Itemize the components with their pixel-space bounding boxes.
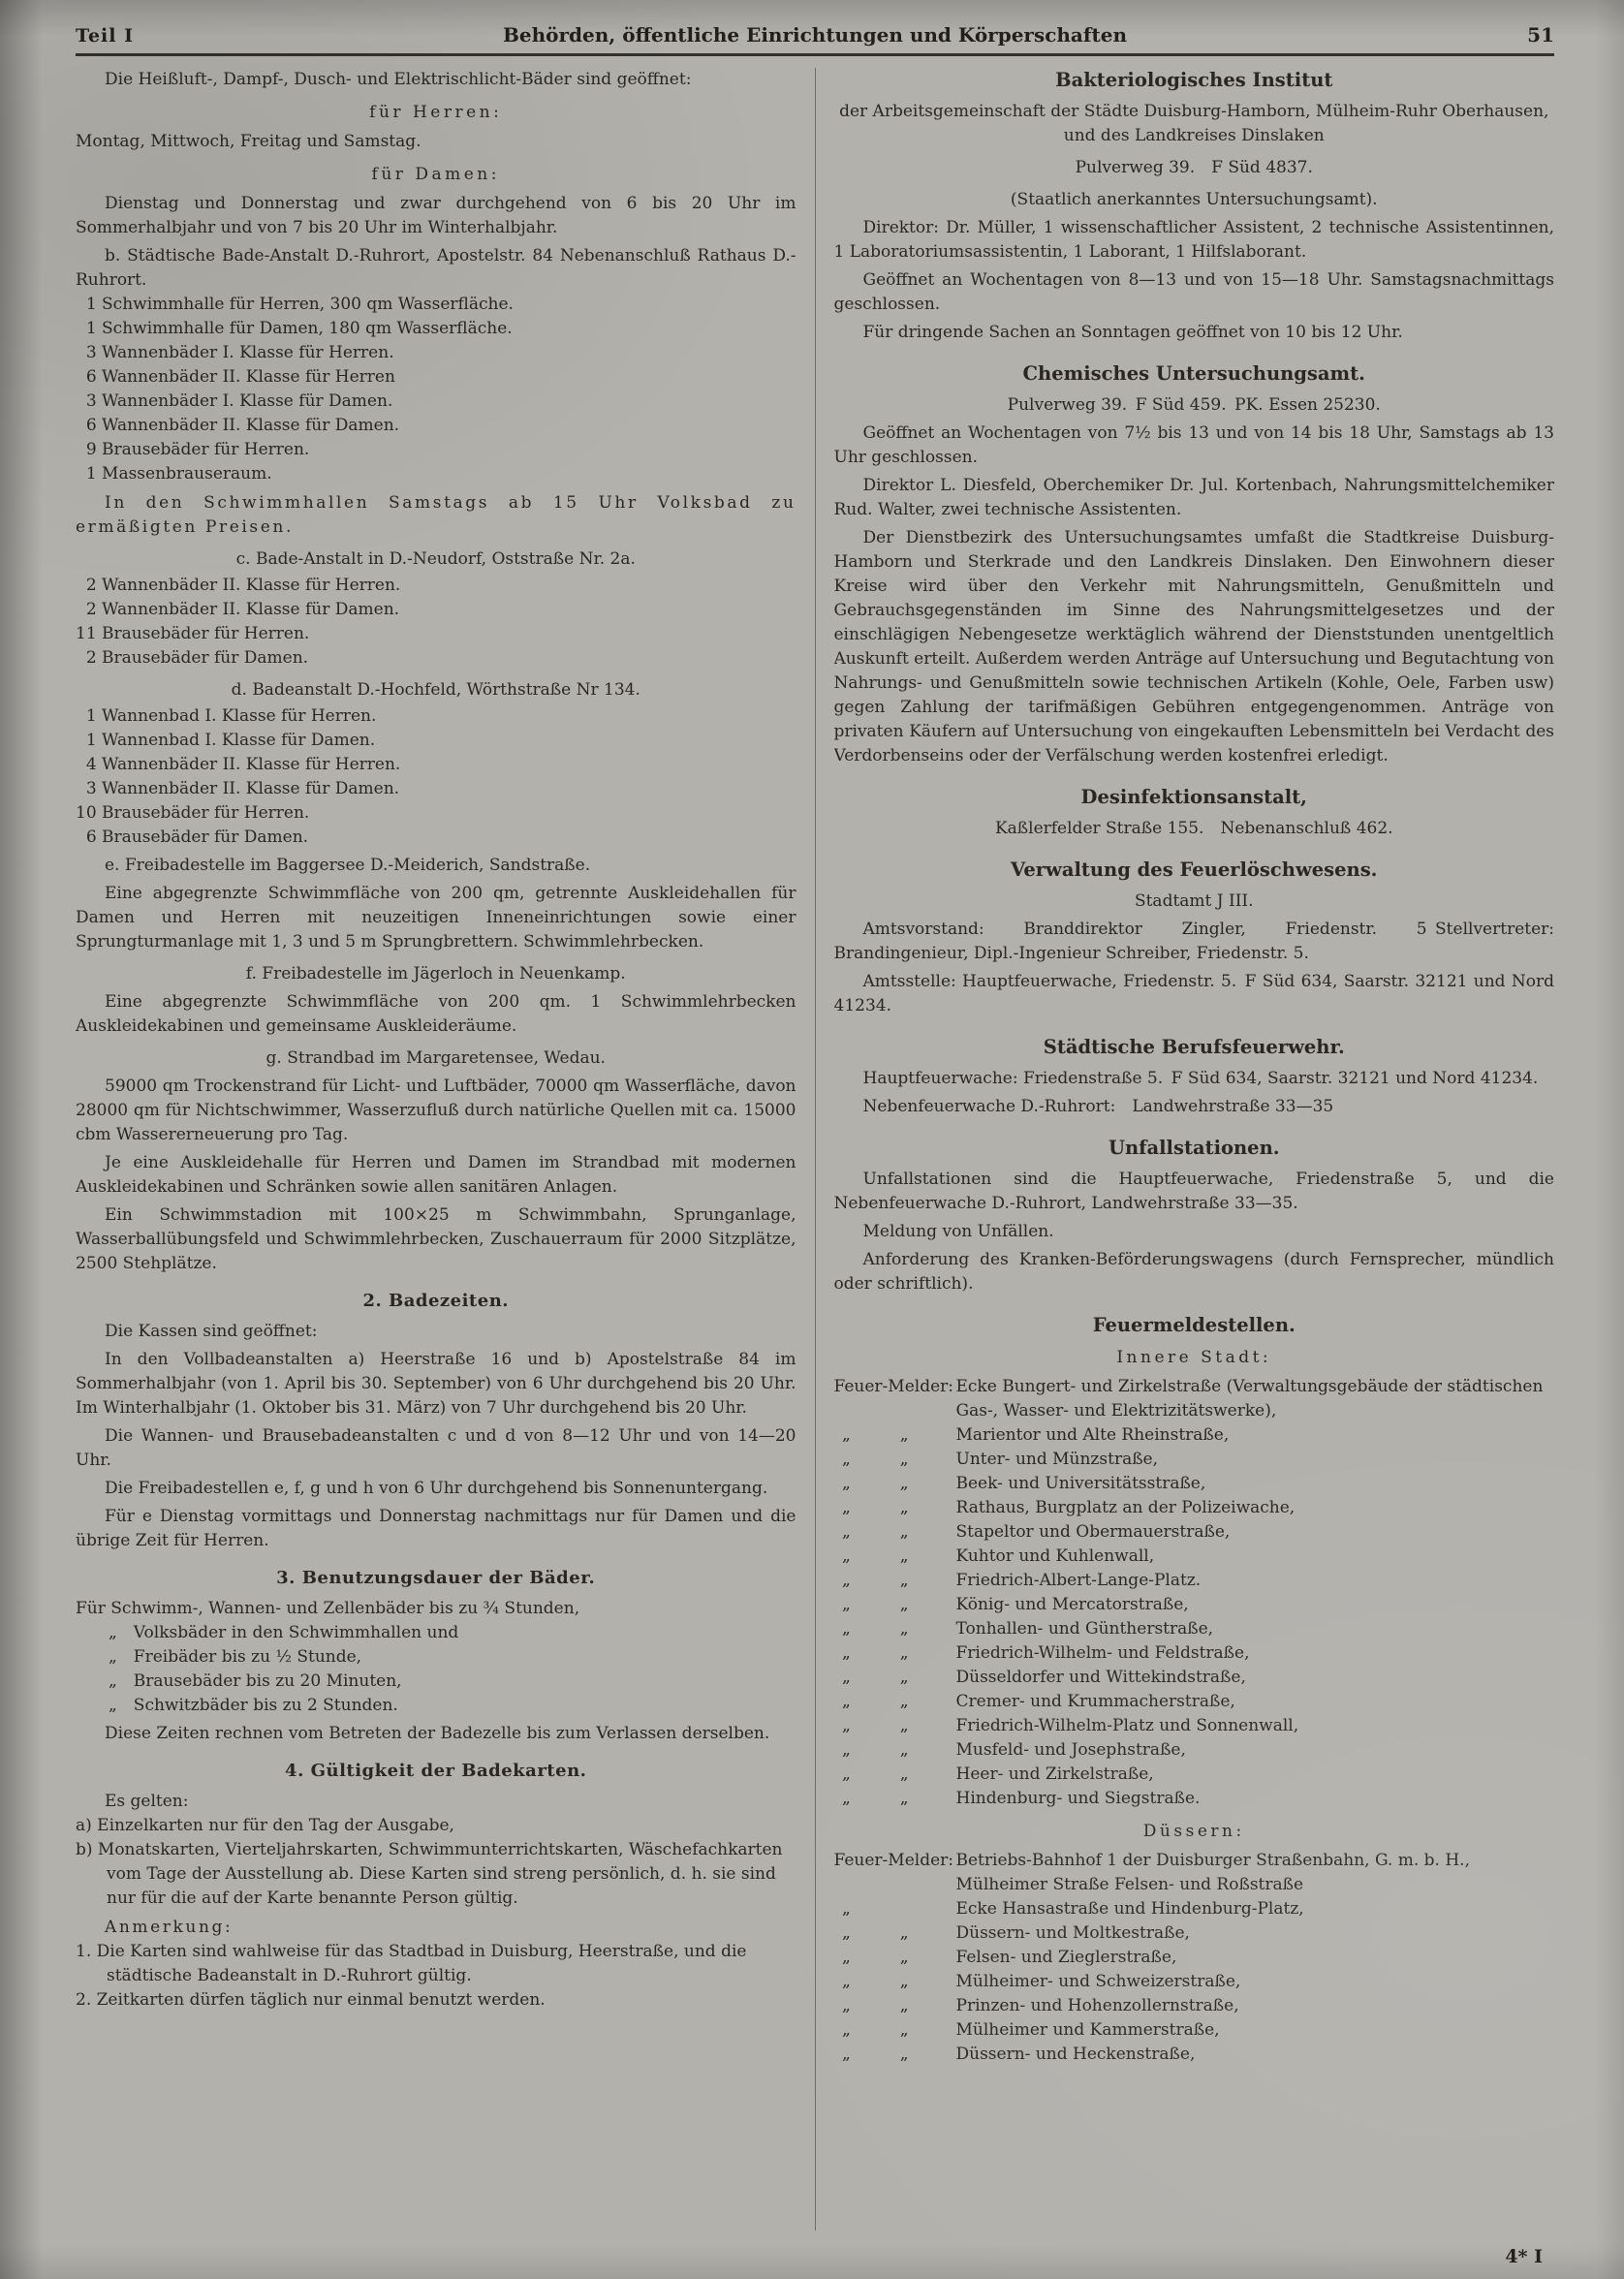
- row-text: Düssern- und Moltkestraße,: [955, 1923, 1190, 1943]
- fire-alarm-row: [834, 1666, 1555, 1690]
- spaced-text: In den Schwimmhallen Samstags ab 15 Uhr Volksbad zu ermäßigten Preisen.: [76, 493, 796, 537]
- entry-d-heading: d. Badeanstalt D.-Hochfeld, Wörthstraße Nr 134.: [231, 680, 640, 700]
- row-text: Cremer- und Krummacherstraße,: [955, 1692, 1235, 1711]
- row-lead: „ „: [833, 1498, 909, 1517]
- centered-line: (Staatlich anerkanntes Untersuchungsamt).: [1010, 190, 1378, 209]
- fire-alarm-row: [834, 1593, 1555, 1617]
- row-lead: Feuer-Melder:: [833, 1851, 954, 1870]
- spaced-text: Anmerkung:: [105, 1918, 234, 1937]
- list-item: 6 Brausebäder für Damen.: [76, 827, 309, 847]
- list-item: 9 Brausebäder für Herren.: [76, 440, 310, 459]
- centered-line: der Arbeitsgemeinschaft der Städte Duisburg-Hamborn, Mülheim-Ruhr Oberhausen, und des Landkreises Dinslaken: [839, 102, 1549, 145]
- paragraph: Die Heißluft-, Dampf-, Dusch- und Elektrischlicht-Bäder sind geöffnet:: [105, 70, 692, 89]
- paragraph: Nebenfeuerwache D.-Ruhrort: Landwehrstraße 33—35: [862, 1097, 1334, 1116]
- row-lead: „ „: [833, 1546, 909, 1566]
- part-label: Teil I: [76, 25, 134, 47]
- right-column: [834, 68, 1555, 2231]
- row-text: Musfeld- und Josephstraße,: [955, 1740, 1186, 1760]
- paragraph: Die Kassen sind geöffnet:: [105, 1322, 318, 1341]
- fire-alarm-row: [834, 1921, 1555, 1946]
- paragraph: Geöffnet an Wochentagen von 8—13 und von 15—18 Uhr. Samstagsnachmittags geschlossen.: [833, 270, 1554, 314]
- row-text: Mülheimer und Kammerstraße,: [955, 2020, 1220, 2040]
- paragraph: Hauptfeuerwache: Friedenstraße 5. F Süd 634, Saarstr. 32121 und Nord 41234.: [862, 1069, 1539, 1088]
- fire-alarm-row: [834, 1897, 1555, 1921]
- list-item: 1 Wannenbad I. Klasse für Damen.: [76, 731, 376, 750]
- row-lead: „ „: [833, 1595, 909, 1614]
- row-text: Beek- und Universitätsstraße,: [955, 1474, 1206, 1493]
- paragraph: Die Wannen- und Brausebadeanstalten c und d von 8—12 Uhr und von 14—20 Uhr.: [76, 1426, 796, 1470]
- page-number: 51: [1527, 23, 1554, 47]
- row-lead: Feuer-Melder:: [833, 1377, 954, 1396]
- content-columns: [76, 68, 1554, 2231]
- unfallstationen-heading: Unfallstationen.: [1108, 1137, 1280, 1159]
- list-item: 1 Wannenbad I. Klasse für Herren.: [76, 706, 377, 726]
- row-text: Mülheimer- und Schweizerstraße,: [955, 1972, 1241, 1991]
- fire-alarm-row: [834, 1496, 1555, 1520]
- row-text: Unter- und Münzstraße,: [955, 1450, 1159, 1469]
- badezeiten-heading: 2. Badezeiten.: [362, 1291, 510, 1311]
- centered-line: Pulverweg 39. F Süd 4837.: [1075, 158, 1313, 177]
- row-lead: „ „: [833, 1522, 909, 1542]
- paragraph: Der Dienstbezirk des Untersuchungsamtes umfaßt die Stadtkreise Duisburg-Hamborn und Sterkrade und den Landkreis Dinslaken. Den Einwohnern dieser Kreise wird über den Verkehr mit Nahrungsmitteln, Genußmitteln und Gebrauchsgegenständen im Sinne des Nahrungsmittelgesetzes und der einschlägigen Nebengesetze werktäglich während der Dienststunden unentgeltlich Auskunft erteilt. Außerdem werden Anträge auf Untersuchung und Begutachtung von Nahrungs- und Genußmitteln sowie technischen Artikeln (Kohle, Oele, Farben usw) gegen Zahlung der tarifmäßigen Gebühren entgegengenommen. Anträge von privaten Käufern auf Untersuchung von eingekauften Lebensmitteln bei Verdacht des Verdorbenseins oder der Verfälschung werden kostenfrei erledigt.: [833, 528, 1554, 765]
- row-text: Düsseldorfer und Wittekindstraße,: [955, 1668, 1246, 1687]
- list-item: 1 Schwimmhalle für Damen, 180 qm Wasserfläche.: [76, 319, 513, 338]
- row-text: Friedrich-Wilhelm- und Feldstraße,: [955, 1643, 1250, 1663]
- centered-line: Stadtamt J III.: [1134, 891, 1254, 911]
- fire-alarm-row: [834, 1763, 1555, 1787]
- fire-alarm-row: [834, 2018, 1555, 2043]
- list-item: 11 Brausebäder für Herren.: [76, 624, 310, 643]
- paragraph: Meldung von Unfällen.: [862, 1222, 1054, 1241]
- fire-alarm-row: [834, 1520, 1555, 1545]
- row-lead: „ „: [833, 1668, 909, 1687]
- centered-line: Pulverweg 39. F Süd 459. PK. Essen 25230.: [1007, 395, 1381, 415]
- row-text: Kuhtor und Kuhlenwall,: [955, 1546, 1155, 1566]
- fire-alarm-row: [834, 1946, 1555, 1970]
- list-item: a) Einzelkarten nur für den Tag der Ausgabe,: [76, 1816, 454, 1835]
- fire-alarm-row: [834, 1641, 1555, 1666]
- row-lead: „ „: [833, 1692, 909, 1711]
- list-item: „ Brausebäder bis zu 20 Minuten,: [109, 1671, 402, 1691]
- list-item: 6 Wannenbäder II. Klasse für Herren: [76, 367, 395, 387]
- sub-heading: für Herren:: [369, 103, 503, 122]
- centered-line: Kaßlerfelder Straße 155. Nebenanschluß 462.: [994, 819, 1393, 838]
- list-item: 3 Wannenbäder I. Klasse für Damen.: [76, 391, 393, 411]
- fire-alarm-row: [834, 2043, 1555, 2067]
- berufsfeuerwehr-heading: Städtische Berufsfeuerwehr.: [1043, 1036, 1345, 1058]
- bakteriologisches-institut-heading: Bakteriologisches Institut: [1055, 69, 1333, 91]
- row-text: Heer- und Zirkelstraße,: [955, 1764, 1154, 1784]
- paragraph: Eine abgegrenzte Schwimmfläche von 200 qm, getrennte Auskleidehallen für Damen und Herren mit neuzeitigen Inneneinrichtungen sowie einer Sprungturmanlage mit 1, 3 und 5 m Sprungbrettern. Schwimmlehrbecken.: [76, 884, 796, 952]
- paragraph: Je eine Auskleidehalle für Herren und Damen im Strandbad mit modernen Auskleidekabinen und Schränken sowie allen sanitären Anlagen.: [76, 1153, 796, 1197]
- row-lead: „ „: [833, 1740, 909, 1760]
- list-item: 6 Wannenbäder II. Klasse für Damen.: [76, 416, 400, 435]
- paragraph: Die Freibadestellen e, f, g und h von 6 Uhr durchgehend bis Sonnenuntergang.: [105, 1479, 768, 1498]
- paragraph: Ein Schwimmstadion mit 100×25 m Schwimmbahn, Sprunganlage, Wasserballübungsfeld und Schwimmlehrbecken, Zuschauerraum für 2000 Sitzplätze, 2500 Stehplätze.: [76, 1205, 796, 1273]
- row-text: Ecke Hansastraße und Hindenburg-Platz,: [955, 1899, 1304, 1919]
- paragraph: Amtsstelle: Hauptfeuerwache, Friedenstr. 5. F Süd 634, Saarstr. 32121 und Nord 41234.: [833, 972, 1554, 1015]
- list-item: 1 Massenbrauseraum.: [76, 464, 272, 484]
- row-lead: „: [833, 1899, 851, 1919]
- row-lead: „ „: [833, 1716, 909, 1735]
- row-text: Felsen- und Zieglerstraße,: [955, 1948, 1177, 1967]
- row-lead: „ „: [833, 2020, 909, 2040]
- row-lead: „ „: [833, 1996, 909, 2015]
- chemisches-untersuchungsamt-heading: Chemisches Untersuchungsamt.: [1022, 362, 1365, 385]
- fire-alarm-row: [834, 1569, 1555, 1593]
- list-item: b) Monatskarten, Vierteljahrskarten, Schwimmunterrichtskarten, Wäschefachkarten vom Tage der Ausstellung ab. Diese Karten sind streng persönlich, d. h. sie sind nur für die auf der Karte benannte Person gültig.: [76, 1840, 783, 1908]
- entry-g-heading: g. Strandbad im Margaretensee, Wedau.: [265, 1048, 606, 1068]
- paragraph: Dienstag und Donnerstag und zwar durchgehend von 6 bis 20 Uhr im Sommerhalbjahr und von 7 bis 20 Uhr im Winterhalbjahr.: [76, 194, 796, 237]
- list-item: 1. Die Karten sind wahlweise für das Stadtbad in Duisburg, Heerstraße, und die städtische Badeanstalt in D.-Ruhrort gültig.: [76, 1942, 747, 1985]
- signature-mark: 4* I: [1505, 2246, 1543, 2267]
- sub-heading: für Damen:: [371, 165, 500, 184]
- paragraph: Es gelten:: [105, 1792, 189, 1811]
- entry-c-heading: c. Bade-Anstalt in D.-Neudorf, Oststraße Nr. 2a.: [235, 549, 636, 569]
- paragraph: Amtsvorstand: Branddirektor Zingler, Friedenstr. 5 Stellvertreter: Brandingenieur, Dipl.-Ingenieur Schreiber, Friedenstr. 5.: [833, 920, 1554, 963]
- desinfektionsanstalt-heading: Desinfektionsanstalt,: [1080, 786, 1307, 808]
- paragraph: Eine abgegrenzte Schwimmfläche von 200 qm. 1 Schwimmlehrbecken Auskleidekabinen und gemeinsame Auskleideräume.: [76, 992, 796, 1036]
- list-item: 3 Wannenbäder I. Klasse für Herren.: [76, 343, 394, 362]
- fire-alarm-row: [834, 1787, 1555, 1811]
- list-item: „ Freibäder bis zu ½ Stunde,: [109, 1647, 362, 1667]
- entry-b-heading: b. Städtische Bade-Anstalt D.-Ruhrort, Apostelstr. 84 Nebenanschluß Rathaus D.-Ruhrort.: [76, 246, 796, 290]
- row-text: Tonhallen- und Güntherstraße,: [955, 1619, 1214, 1639]
- list-item: 1 Schwimmhalle für Herren, 300 qm Wasserfläche.: [76, 295, 514, 314]
- fire-alarm-row: [834, 1472, 1555, 1496]
- column-divider: [815, 68, 816, 2231]
- fire-alarm-row: [834, 1617, 1555, 1641]
- paragraph: Für dringende Sachen an Sonntagen geöffnet von 10 bis 12 Uhr.: [862, 323, 1403, 342]
- row-text: Betriebs-Bahnhof 1 der Duisburger Straßenbahn, G. m. b. H., Mülheimer Straße Felsen- und Roßstraße: [955, 1851, 1470, 1894]
- list-item: „ Schwitzbäder bis zu 2 Stunden.: [109, 1696, 398, 1715]
- gueltigkeit-heading: 4. Gültigkeit der Badekarten.: [285, 1761, 587, 1781]
- list-item: 4 Wannenbäder II. Klasse für Herren.: [76, 755, 401, 774]
- paragraph: Montag, Mittwoch, Freitag und Samstag.: [76, 132, 422, 151]
- list-item: 2. Zeitkarten dürfen täglich nur einmal benutzt werden.: [76, 1990, 546, 2010]
- feuermeldestellen-heading: Feuermeldestellen.: [1092, 1314, 1296, 1336]
- row-text: Stapeltor und Obermauerstraße,: [955, 1522, 1231, 1542]
- row-lead: „ „: [833, 2045, 909, 2064]
- fire-alarm-row: [834, 1994, 1555, 2018]
- fire-alarm-row: [834, 1423, 1555, 1448]
- paragraph: Für e Dienstag vormittags und Donnerstag nachmittags nur für Damen und die übrige Zeit für Herren.: [76, 1507, 796, 1550]
- duessern-subheading: Düssern:: [1142, 1822, 1245, 1841]
- fire-alarm-row: [834, 1849, 1555, 1897]
- list-item: 10 Brausebäder für Herren.: [76, 803, 310, 823]
- row-lead: „ „: [833, 1764, 909, 1784]
- paragraph: Geöffnet an Wochentagen von 7½ bis 13 und von 14 bis 18 Uhr, Samstags ab 13 Uhr geschlossen.: [833, 423, 1554, 467]
- row-text: Ecke Bungert- und Zirkelstraße (Verwaltungsgebäude der städtischen Gas-, Wasser- und Elektrizitätswerke),: [955, 1377, 1544, 1420]
- fire-alarm-row: [834, 1448, 1555, 1472]
- row-text: Marientor und Alte Rheinstraße,: [955, 1425, 1230, 1445]
- paragraph: In den Vollbadeanstalten a) Heerstraße 16 und b) Apostelstraße 84 im Sommerhalbjahr (von 1. April bis 30. September) von 6 Uhr durchgehend bis 20 Uhr. Im Winterhalbjahr (1. Oktober bis 31. März) von 7 Uhr durchgehend bis 20 Uhr.: [76, 1350, 796, 1418]
- row-text: Prinzen- und Hohenzollernstraße,: [955, 1996, 1239, 2015]
- paragraph: Unfallstationen sind die Hauptfeuerwache, Friedenstraße 5, und die Nebenfeuerwache D.-Ruhrort, Landwehrstraße 33—35.: [833, 1170, 1554, 1213]
- row-text: Hindenburg- und Siegstraße.: [955, 1789, 1201, 1808]
- fire-alarm-row: [834, 1690, 1555, 1714]
- row-lead: „ „: [833, 1948, 909, 1967]
- page-title: Behörden, öffentliche Einrichtungen und Körperschaften: [503, 23, 1127, 47]
- fire-alarm-row: [834, 1714, 1555, 1738]
- fire-alarm-row: [834, 1545, 1555, 1569]
- row-text: Friedrich-Albert-Lange-Platz.: [955, 1571, 1202, 1590]
- row-lead: „ „: [833, 1972, 909, 1991]
- innere-stadt-subheading: Innere Stadt:: [1116, 1348, 1272, 1367]
- paragraph: Direktor: Dr. Müller, 1 wissenschaftlicher Assistent, 2 technische Assistentinnen, 1 Laboratoriumsassistentin, 1 Laborant, 1 Hilfslaborant.: [833, 218, 1554, 262]
- list-item: 3 Wannenbäder II. Klasse für Damen.: [76, 779, 400, 798]
- row-lead: „ „: [833, 1643, 909, 1663]
- row-lead: „ „: [833, 1571, 909, 1590]
- list-item: 2 Wannenbäder II. Klasse für Damen.: [76, 600, 400, 619]
- row-lead: „ „: [833, 1474, 909, 1493]
- left-column: [76, 68, 796, 2231]
- paragraph: Für Schwimm-, Wannen- und Zellenbäder bis zu ¾ Stunden,: [76, 1599, 580, 1618]
- fire-alarm-row: [834, 1738, 1555, 1763]
- paragraph: Diese Zeiten rechnen vom Betreten der Badezelle bis zum Verlassen derselben.: [105, 1724, 770, 1743]
- row-text: Rathaus, Burgplatz an der Polizeiwache,: [955, 1498, 1296, 1517]
- benutzungsdauer-heading: 3. Benutzungsdauer der Bäder.: [276, 1568, 596, 1588]
- entry-e-heading: e. Freibadestelle im Baggersee D.-Meiderich, Sandstraße.: [105, 856, 591, 875]
- entry-f-heading: f. Freibadestelle im Jägerloch in Neuenkamp.: [245, 964, 626, 983]
- feuerloeschwesen-heading: Verwaltung des Feuerlöschwesens.: [1011, 859, 1378, 881]
- row-text: Düssern- und Heckenstraße,: [955, 2045, 1196, 2064]
- paragraph: Anforderung des Kranken-Beförderungswagens (durch Fernsprecher, mündlich oder schriftlich).: [833, 1250, 1554, 1294]
- row-lead: „ „: [833, 1425, 909, 1445]
- row-lead: „ „: [833, 1789, 909, 1808]
- page-header: [76, 23, 1554, 47]
- paragraph: Direktor L. Diesfeld, Oberchemiker Dr. Jul. Kortenbach, Nahrungsmittelchemiker Rud. Walter, zwei technische Assistenten.: [833, 476, 1554, 519]
- row-lead: „ „: [833, 1619, 909, 1639]
- paragraph: 59000 qm Trockenstrand für Licht- und Luftbäder, 70000 qm Wasserfläche, davon 28000 qm für Nichtschwimmer, Wasserzufluß durch natürliche Quellen mit ca. 15000 cbm Wassererneuerung pro Tag.: [76, 1077, 796, 1144]
- list-item: 2 Wannenbäder II. Klasse für Herren.: [76, 576, 401, 595]
- fire-alarm-row: [834, 1375, 1555, 1423]
- list-item: 2 Brausebäder für Damen.: [76, 648, 309, 668]
- list-item: „ Volksbäder in den Schwimmhallen und: [109, 1623, 459, 1642]
- row-lead: „ „: [833, 1450, 909, 1469]
- row-text: Friedrich-Wilhelm-Platz und Sonnenwall,: [955, 1716, 1299, 1735]
- row-lead: „ „: [833, 1923, 909, 1943]
- header-rule: [76, 53, 1554, 56]
- fire-alarm-row: [834, 1970, 1555, 1994]
- row-text: König- und Mercatorstraße,: [955, 1595, 1189, 1614]
